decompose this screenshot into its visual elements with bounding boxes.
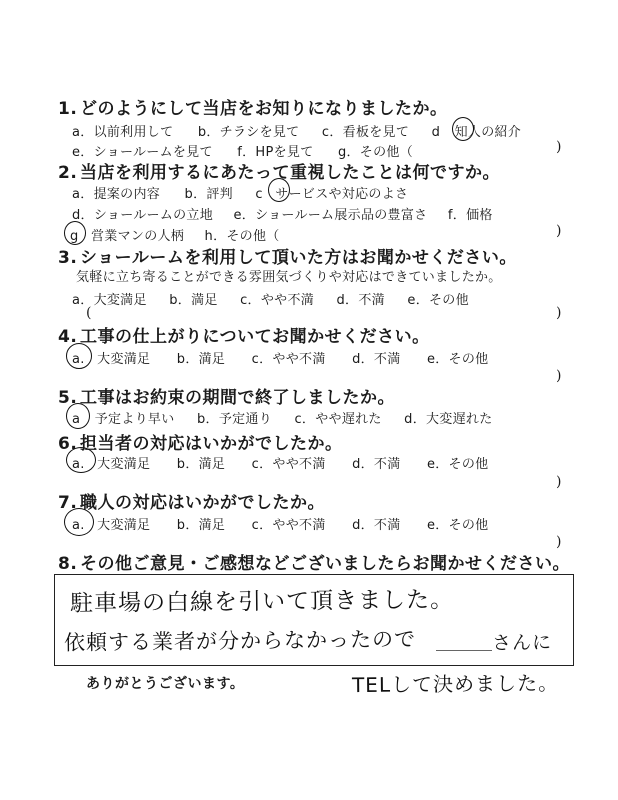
question-4-options: [72, 348, 488, 367]
question-5-options: [72, 408, 493, 427]
handwritten-comment-line-2: 依頼する業者が分からなかったので: [63, 627, 417, 655]
paren-close: ): [556, 368, 562, 384]
option-c[interactable]: c．やや遅れた: [294, 412, 382, 427]
option-d[interactable]: d．不満: [352, 457, 401, 472]
option-e[interactable]: e．その他: [426, 457, 489, 472]
option-e[interactable]: e．ショールームを見て: [72, 145, 213, 160]
question-2-options-row-2: [72, 204, 493, 223]
option-b[interactable]: b．満足: [176, 518, 226, 533]
question-6-options: [72, 453, 488, 472]
selected-mark-circle: [66, 447, 96, 473]
handwritten-comment-line-2-tail: さんに: [491, 631, 553, 655]
option-b[interactable]: b．評判: [184, 187, 233, 202]
handwritten-comment-line-1: 駐車場の白線を引いて頂きました。: [69, 586, 455, 618]
option-d-label[interactable]: 知人の紹介: [454, 125, 522, 140]
option-d[interactable]: d．不満: [336, 293, 385, 308]
option-e[interactable]: e．その他: [426, 352, 489, 367]
paren-close: ): [556, 223, 562, 239]
selected-mark-circle: [64, 221, 86, 245]
question-3-options: [72, 289, 469, 308]
question-2: 2. 当店を利用するにあたって重視したことは何ですか。: [58, 163, 500, 183]
question-6: 6. 担当者の対応はいかがでしたか。: [58, 434, 343, 454]
option-c[interactable]: c．やや不満: [251, 352, 326, 367]
question-7-options: [72, 514, 488, 533]
option-d[interactable]: d．ショールームの立地: [72, 208, 214, 223]
paren-close: ): [556, 534, 562, 550]
paren-open: (: [86, 305, 92, 321]
paren-close: ): [556, 139, 562, 155]
option-a-letter[interactable]: a.: [72, 352, 85, 367]
question-2-options-row-1: [72, 183, 408, 202]
option-c-label[interactable]: サービスや対応のよさ: [275, 187, 409, 202]
option-c-letter[interactable]: c: [255, 187, 263, 202]
selected-mark-circle: [66, 343, 92, 369]
option-a-label[interactable]: 予定より早い: [94, 412, 175, 427]
selected-mark-circle: [66, 403, 90, 429]
question-7: 7. 職人の対応はいかがでしたか。: [58, 493, 325, 513]
question-3-subtext: 気軽に立ち寄ることができる雰囲気づくりや対応はできていましたか。: [76, 270, 502, 285]
option-b[interactable]: b．満足: [176, 352, 226, 367]
option-d[interactable]: d．不満: [352, 352, 401, 367]
option-a[interactable]: a．大変満足: [72, 293, 147, 308]
question-8: 8. その他ご意見・ご感想などございましたらお聞かせください。: [58, 554, 570, 574]
option-g[interactable]: g．その他（: [337, 145, 414, 160]
option-c[interactable]: c．看板を見て: [321, 125, 410, 140]
option-b[interactable]: b．チラシを見て: [197, 125, 300, 140]
option-b[interactable]: b．満足: [176, 457, 226, 472]
option-f[interactable]: f．価格: [447, 208, 493, 223]
option-a-label[interactable]: 大変満足: [97, 457, 151, 472]
option-a[interactable]: a．提案の内容: [72, 187, 161, 202]
name-redaction-line: [436, 650, 492, 651]
option-e[interactable]: e．その他: [407, 293, 469, 308]
handwritten-comment-line-3: TELして決めました。: [351, 670, 560, 698]
selected-mark-circle: [64, 508, 94, 536]
option-c[interactable]: c．やや不満: [251, 518, 326, 533]
option-f[interactable]: f．HPを見て: [237, 145, 314, 160]
option-c[interactable]: c．やや不満: [240, 293, 315, 308]
option-b[interactable]: b．満足: [169, 293, 218, 308]
option-g-label[interactable]: 営業マンの人柄: [91, 229, 185, 244]
option-c[interactable]: c．やや不満: [251, 457, 326, 472]
option-b[interactable]: b．予定通り: [196, 412, 273, 427]
option-a-label[interactable]: 大変満足: [97, 352, 151, 367]
option-a-letter[interactable]: a: [72, 412, 81, 427]
option-d[interactable]: d．不満: [352, 518, 401, 533]
option-e[interactable]: e．ショールーム展示品の豊富さ: [233, 208, 428, 223]
selected-mark-circle: [268, 178, 290, 202]
question-4: 4. 工事の仕上がりについてお聞かせください。: [58, 327, 430, 347]
question-3: 3. ショールームを利用して頂いた方はお聞かせください。: [58, 248, 517, 268]
paren-close: ): [556, 305, 562, 321]
selected-mark-circle: [452, 117, 474, 141]
option-e[interactable]: e．その他: [426, 518, 489, 533]
question-1: 1. どのようにして当店をお知りになりましたか。: [58, 99, 448, 119]
paren-close: ): [556, 474, 562, 490]
thanks-text: ありがとうございます。: [86, 676, 245, 692]
option-a-letter[interactable]: a.: [72, 457, 85, 472]
option-h[interactable]: h．その他（: [204, 229, 280, 244]
question-5: 5. 工事はお約束の期間で終了しましたか。: [58, 388, 395, 408]
option-g-letter[interactable]: g: [70, 229, 79, 244]
question-2-options-row-3: [70, 225, 280, 244]
option-d-letter[interactable]: d: [431, 125, 441, 140]
option-a-letter[interactable]: a.: [72, 518, 85, 533]
option-a[interactable]: a．以前利用して: [72, 125, 174, 140]
option-a-label[interactable]: 大変満足: [97, 518, 151, 533]
option-d[interactable]: d．大変遅れた: [404, 412, 493, 427]
